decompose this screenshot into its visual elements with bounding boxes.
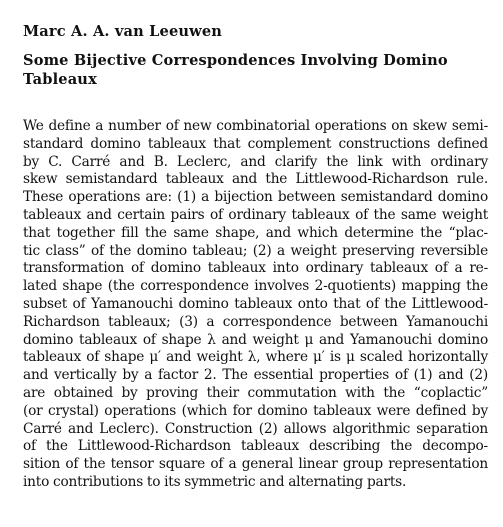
abstract-line: lated shape (the correspondence involves 2-quotients) mapping the	[23, 278, 488, 295]
abstract-line: tic class” of the domino tableau; (2) a weight preserving reversible	[23, 242, 488, 259]
abstract-line: that together fill the same shape, and which determine the “plac-	[23, 224, 488, 241]
abstract-line: Richardson tableaux; (3) a correspondence between Yamanouchi	[23, 313, 488, 330]
abstract-line: tableaux and certain pairs of ordinary tableaux of the same weight	[23, 206, 488, 223]
paper-title: Some Bijective Correspondences Involving Domino Tableaux	[23, 52, 448, 88]
abstract-line: into contributions to its symmetric and alternating parts.	[23, 473, 407, 490]
abstract-line: We define a number of new combinatorial operations on skew semi-	[23, 118, 488, 134]
abstract-line: transformation of domino tableaux into ordinary tableaux of a re-	[23, 260, 488, 277]
abstract-line: of the Littlewood-Richardson tableaux describing the decompo-	[23, 438, 488, 455]
abstract-line: (or crystal) operations (which for domino tableaux were defined by	[23, 402, 488, 419]
abstract-line: subset of Yamanouchi domino tableaux onto that of the Littlewood-	[23, 295, 488, 312]
abstract-line: These operations are: (1) a bijection between semistandard domino	[23, 189, 488, 206]
abstract-line: and vertically by a factor 2. The essential properties of (1) and (2)	[23, 367, 488, 384]
abstract-line: Carré and Leclerc). Construction (2) allows algorithmic separation	[23, 420, 488, 437]
abstract-line: sition of the tensor square of a general linear group representation	[23, 456, 488, 473]
abstract-line: skew semistandard tableaux and the Littlewood-Richardson rule.	[23, 171, 488, 188]
abstract-line: domino tableaux of shape λ and weight μ and Yamanouchi domino	[23, 331, 488, 348]
abstract-line: tableaux of shape μ′ and weight λ, where μ′ is μ scaled horizontally	[23, 349, 488, 366]
abstract	[23, 118, 488, 492]
abstract-line: are obtained by proving their commutation with the “coplactic”	[23, 384, 488, 401]
author-name: Marc A. A. van Leeuwen	[23, 23, 223, 40]
abstract-line: by C. Carré and B. Leclerc, and clarify the link with ordinary	[23, 153, 488, 170]
abstract-line: standard domino tableaux that complement constructions defined	[23, 135, 488, 152]
